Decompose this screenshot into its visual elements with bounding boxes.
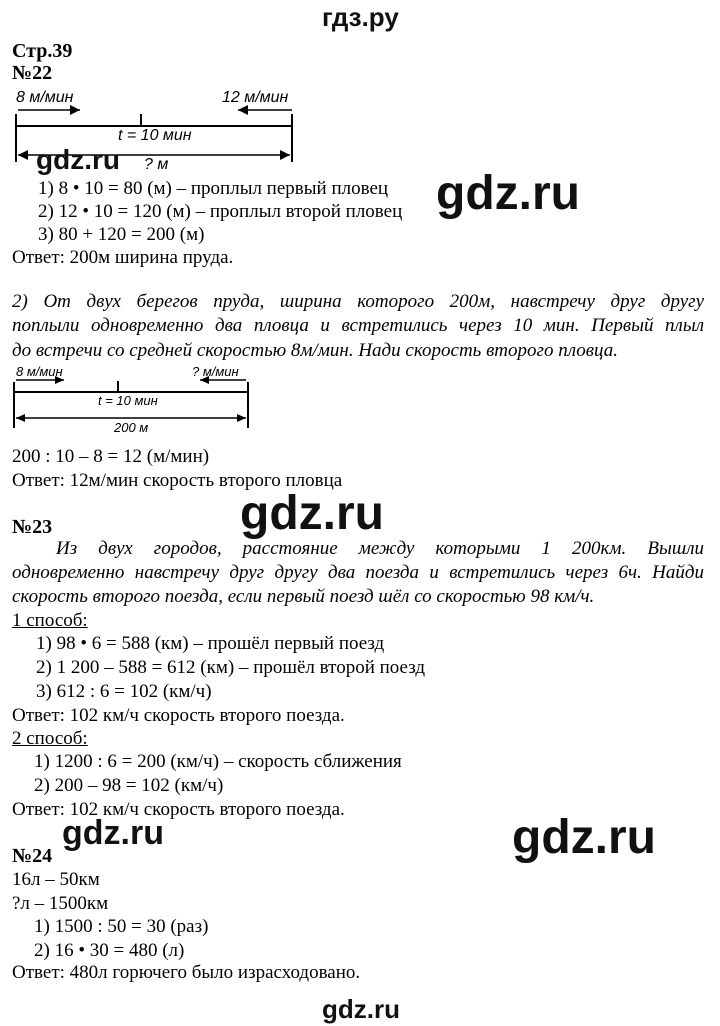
task-23-method-1-title: 1 способ: xyxy=(12,610,88,631)
page-number: Стр.39 xyxy=(12,40,73,62)
task-24-step-1: 1) 1500 : 50 = 30 (раз) xyxy=(34,916,209,937)
watermark: gdz.ru xyxy=(436,167,580,220)
diagram-2-distance: 200 м xyxy=(114,420,149,435)
task-23-method-1-answer: Ответ: 102 км/ч скорость второго поезда. xyxy=(12,705,345,726)
diagram-1-right-speed: 12 м/мин xyxy=(222,89,289,106)
site-header: гдз.ру xyxy=(322,2,399,32)
task-23-method-1-step-2: 2) 1 200 – 588 = 612 (км) – прошёл второй поезд xyxy=(36,657,426,678)
task-24-answer: Ответ: 480л горючего было израсходовано. xyxy=(12,962,361,983)
diagram-1-time: t = 10 мин xyxy=(118,127,192,144)
diagram-2-right-speed: ? м/мин xyxy=(192,364,239,379)
task-22-step-1: 1) 8 • 10 = 80 (м) – проплыл первый пловец xyxy=(38,178,389,199)
task-23-method-2-title: 2 способ: xyxy=(12,728,88,749)
task-23-problem-line-1: Из двух городов, расстояние между которыми 1 200км. Вышли xyxy=(56,538,704,559)
diagram-1-distance: ? м xyxy=(144,156,169,173)
watermark: gdz.ru xyxy=(240,487,384,540)
task-22-problem-2-line-1: 2) От двух берегов пруда, ширина которого 200м, навстречу друг другу xyxy=(12,291,704,312)
diagram-1-left-speed: 8 м/мин xyxy=(16,89,74,106)
diagram-2-time: t = 10 мин xyxy=(98,393,158,408)
watermark: gdz.ru xyxy=(512,811,656,864)
task-23-problem-line-3: скорость второго поезда, если первый поезд шёл со скоростью 98 км/ч. xyxy=(12,586,595,607)
task-23-method-1-step-3: 3) 612 : 6 = 102 (км/ч) xyxy=(36,681,212,702)
task-23-method-1-step-1: 1) 98 • 6 = 588 (км) – прошёл первый поезд xyxy=(36,633,385,654)
task-23-problem-line-2: одновременно навстречу друг другу два поезда и встретились через 6ч. Найди xyxy=(12,562,704,583)
task-22-number: №22 xyxy=(12,62,53,84)
task-22-answer: Ответ: 200м ширина пруда. xyxy=(12,247,234,268)
task-22-step-2: 2) 12 • 10 = 120 (м) – проплыл второй пловец xyxy=(38,201,403,222)
watermark: gdz.ru xyxy=(62,814,164,852)
task-22-answer-2: Ответ: 12м/мин скорость второго пловца xyxy=(12,470,343,491)
task-22-solution-2: 200 : 10 – 8 = 12 (м/мин) xyxy=(12,446,210,467)
task-22-problem-2-line-3: до встречи со средней скоростью 8м/мин. Нади скорость второго пловца. xyxy=(12,340,618,361)
task-22-problem-2-line-2: поплыли одновременно два пловца и встретились через 10 мин. Первый плыл xyxy=(12,315,704,336)
task-22-step-3: 3) 80 + 120 = 200 (м) xyxy=(38,224,205,245)
task-24-step-2: 2) 16 • 30 = 480 (л) xyxy=(34,940,185,961)
task-24-given-2: ?л – 1500км xyxy=(12,893,109,914)
watermark: gdz.ru xyxy=(322,994,400,1024)
diagram-2-left-speed: 8 м/мин xyxy=(16,364,63,379)
watermark: gdz.ru xyxy=(36,144,120,175)
task-23-number: №23 xyxy=(12,516,53,538)
task-23-method-2-answer: Ответ: 102 км/ч скорость второго поезда. xyxy=(12,799,345,820)
task-23-method-2-step-1: 1) 1200 : 6 = 200 (км/ч) – скорость сближения xyxy=(34,751,402,772)
task-23-method-2-step-2: 2) 200 – 98 = 102 (км/ч) xyxy=(34,775,224,796)
task-24-number: №24 xyxy=(12,845,53,867)
task-24-given-1: 16л – 50км xyxy=(12,869,100,890)
